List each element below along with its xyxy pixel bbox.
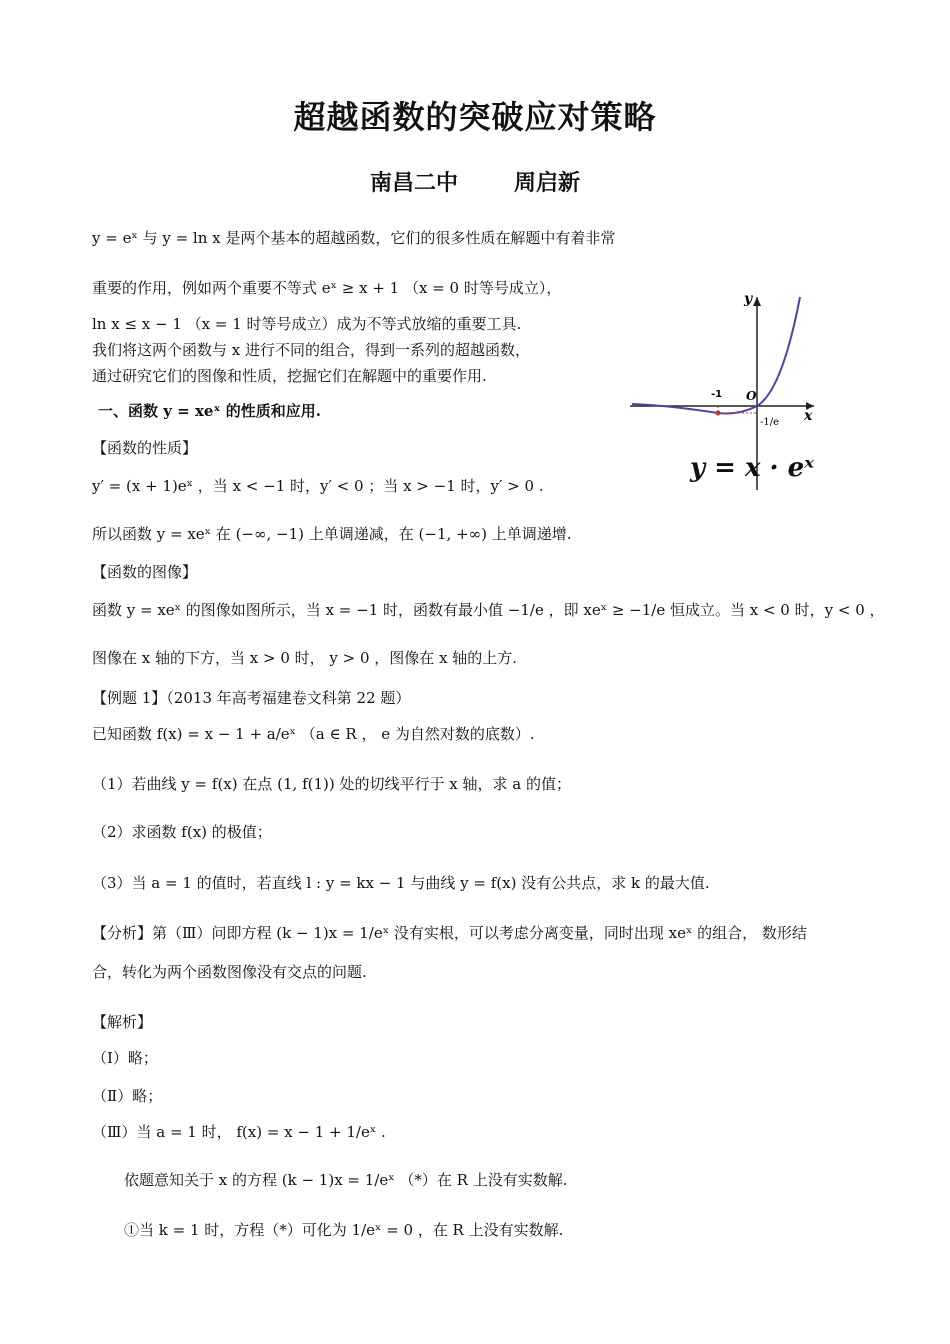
min-value-label: -1/e xyxy=(760,417,780,428)
intro-line-4: 我们将这两个函数与 x 进行不同的组合，得到一系列的超越函数， xyxy=(92,341,530,359)
example-given: 已知函数 f(x) = x − 1 + a/eˣ （a ∈ R ， e 为自然对数的底数）. xyxy=(92,725,535,743)
tick-minus-one: -1 xyxy=(711,389,723,400)
solution-iii-a: 依题意知关于 x 的方程 (k − 1)x = 1/eˣ （*）在 R 上没有实数解. xyxy=(124,1171,568,1189)
y-axis-arrow-icon xyxy=(753,297,761,306)
solution-i: （Ⅰ）略； xyxy=(92,1049,158,1067)
page-title: 超越函数的突破应对策略 xyxy=(293,98,657,136)
properties-line: y′ = (x + 1)eˣ ，当 x < −1 时，y′ < 0 ；当 x > −1 时，y′ > 0 . xyxy=(92,477,544,495)
question-2: （2）求函数 f(x) 的极值； xyxy=(92,823,272,841)
intro-line-2: 重要的作用，例如两个重要不等式 eˣ ≥ x + 1 （x = 0 时等号成立）， xyxy=(92,279,562,297)
intro-line-1: y = eˣ 与 y = ln x 是两个基本的超越函数，它们的很多性质在解题中有着非常 xyxy=(92,229,616,247)
origin-label: O xyxy=(746,389,757,403)
analysis-line-1: 【分析】第（Ⅲ）问即方程 (k − 1)x = 1/eˣ 没有实根，可以考虑分离变量，同时出现 xeˣ 的组合， 数形结 xyxy=(92,924,807,942)
author-line xyxy=(0,166,950,197)
intro-line-3: ln x ≤ x − 1 （x = 1 时等号成立）成为不等式放缩的重要工具. xyxy=(92,315,522,333)
solution-iii-b: ①当 k = 1 时，方程（*）可化为 1/eˣ = 0 ，在 R 上没有实数解. xyxy=(124,1221,564,1239)
figure-caption: y = x · eˣ xyxy=(690,453,814,483)
question-3: （3）当 a = 1 的值时，若直线 l : y = kx − 1 与曲线 y = f(x) 没有公共点，求 k 的最大值. xyxy=(92,874,710,892)
example-heading: 【例题 1】（2013 年高考福建卷文科第 22 题） xyxy=(92,689,411,707)
graph-line-2: 图像在 x 轴的下方，当 x > 0 时， y > 0 ，图像在 x 轴的上方. xyxy=(92,649,518,667)
graph-label: 【函数的图像】 xyxy=(92,563,198,581)
question-1: （1）若曲线 y = f(x) 在点 (1, f(1)) 处的切线平行于 x 轴，求 a 的值； xyxy=(92,775,571,793)
author-name: 周启新 xyxy=(514,170,581,196)
monotonic-line: 所以函数 y = xeˣ 在 (−∞, −1) 上单调递减，在 (−1, +∞) 上单调递增. xyxy=(92,525,572,543)
min-point xyxy=(716,411,721,416)
solution-ii: （Ⅱ）略； xyxy=(92,1087,163,1105)
intro-line-5: 通过研究它们的图像和性质，挖掘它们在解题中的重要作用. xyxy=(92,367,487,385)
solution-label: 【解析】 xyxy=(92,1013,153,1031)
solution-iii: （Ⅲ）当 a = 1 时， f(x) = x − 1 + 1/eˣ . xyxy=(92,1123,386,1141)
graph-line-1: 函数 y = xeˣ 的图像如图所示，当 x = −1 时，函数有最小值 −1/e ，即 xeˣ ≥ −1/e 恒成立。当 x < 0 时，y < 0 ， xyxy=(92,601,885,619)
x-axis-label: x xyxy=(804,408,813,424)
properties-label: 【函数的性质】 xyxy=(92,439,198,457)
y-axis-label: y xyxy=(744,291,753,307)
author-school: 南昌二中 xyxy=(369,170,458,196)
section-heading: 一、函数 y = xeˣ 的性质和应用. xyxy=(98,402,322,420)
analysis-line-2: 合，转化为两个函数图像没有交点的问题. xyxy=(92,963,367,981)
